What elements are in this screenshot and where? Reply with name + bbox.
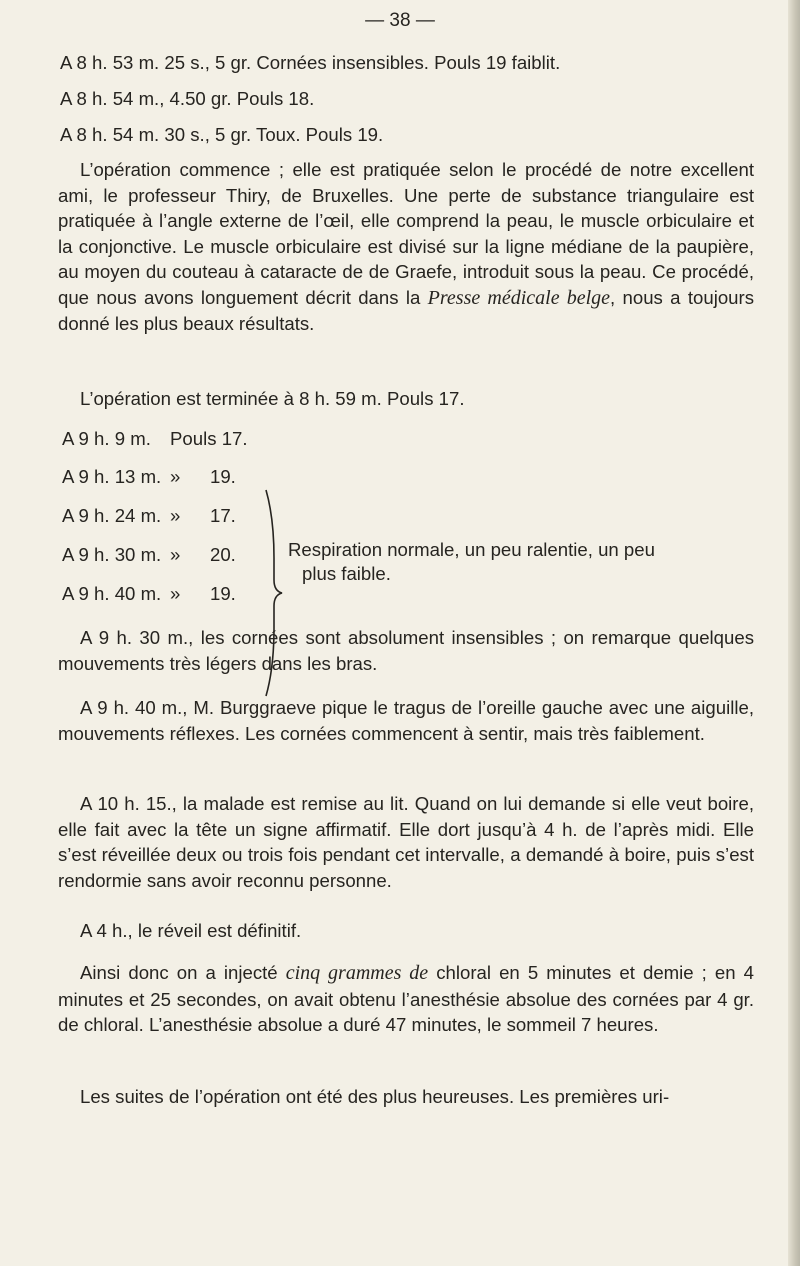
page-number: — 38 — xyxy=(365,10,435,31)
respiration-line-1: Respiration normale, un peu ralentie, un peu xyxy=(288,539,655,560)
pulse-row xyxy=(62,583,240,605)
reveil-line: A 4 h., le réveil est définitif. xyxy=(80,920,302,941)
journal-title: Presse médicale belge xyxy=(427,286,611,309)
ainsi-text-before: Ainsi donc on a injecté xyxy=(80,962,286,983)
pulse-value: 19. xyxy=(210,466,236,487)
pulse-time: A 9 h. 24 m. xyxy=(62,505,162,526)
pulse-label: » xyxy=(170,544,181,565)
pulse-time: A 9 h. 9 m. xyxy=(62,428,151,449)
pulse-value: 19. xyxy=(210,583,236,604)
pulse-label: » xyxy=(170,583,181,604)
paragraph-940: A 9 h. 40 m., M. Burggraeve pique le tragus de l’oreille gauche avec une aiguille, mouvements réflexes. Les cornées commencent à sentir, mais très faiblement. xyxy=(58,697,754,744)
pulse-row xyxy=(62,544,240,566)
pulse-label: » xyxy=(170,505,181,526)
pulse-label: Pouls xyxy=(170,428,217,449)
intro-line-2: A 8 h. 54 m., 4.50 gr. Pouls 18. xyxy=(60,88,315,109)
pulse-row xyxy=(62,466,240,488)
operation-text-after: , nous a toujours donné les plus beaux résultats. xyxy=(58,286,754,334)
ainsi-italic: cinq grammes de xyxy=(285,962,429,984)
operation-end-line: L’opération est terminée à 8 h. 59 m. Pouls 17. xyxy=(80,388,465,409)
pulse-row xyxy=(62,505,240,527)
pulse-time: A 9 h. 30 m. xyxy=(62,544,162,565)
pulse-time: A 9 h. 13 m. xyxy=(62,466,162,487)
ainsi-text-after: chloral en 5 minutes et demie ; en 4 minutes et 25 secondes, on avait obtenu l’anesthésie absolue des cornées par 4 gr. de chloral. L’anesthésie absolue a duré 47 minutes, le sommeil 7 heures. xyxy=(58,962,755,1035)
respiration-line-2: plus faible. xyxy=(302,563,391,584)
operation-text-before: L’opération commence ; elle est pratiquée selon le procédé de notre excellent ami, le professeur Thiry, de Bruxelles. Une perte de substance triangulaire est pratiquée à l’angle externe de l’œil, elle comprend la peau, le muscle orbiculaire et la conjonctive. Le muscle orbiculaire est divisé sur la ligne médiane de la paupière, au moyen du couteau à cataracte de de Graefe, introduit sous la peau. Ce procédé, que nous avons longuement décrit dans la xyxy=(58,159,754,308)
paragraph-ainsi xyxy=(58,960,754,1038)
pulse-time: A 9 h. 40 m. xyxy=(62,583,162,604)
pulse-label: » xyxy=(170,466,181,487)
last-line: Les suites de l’opération ont été des plus heureuses. Les premières uri- xyxy=(80,1086,670,1107)
respiration-note xyxy=(288,538,758,586)
intro-line-3: A 8 h. 54 m. 30 s., 5 gr. Toux. Pouls 19. xyxy=(60,124,384,145)
page-edge-shadow xyxy=(788,0,800,1266)
pulse-value: 17. xyxy=(221,428,248,449)
pulse-value: 17. xyxy=(210,505,236,526)
paragraph-1015: A 10 h. 15., la malade est remise au lit. Quand on lui demande si elle veut boire, elle fait avec la tête un signe affirmatif. Elle dort jusqu’à 4 h. de l’après midi. Elle s’est réveillée deux ou trois fois pendant cet intervalle, a demandé à boire, puis s’est rendormie sans avoir reconnu personne. xyxy=(58,793,754,891)
intro-line-1: A 8 h. 53 m. 25 s., 5 gr. Cornées insensibles. Pouls 19 faiblit. xyxy=(60,52,561,73)
pulse-value: 20. xyxy=(210,544,236,565)
pulse-row xyxy=(62,428,248,450)
paragraph-operation xyxy=(58,157,754,337)
paragraph-930: A 9 h. 30 m., les cornées sont absolument insensibles ; on remarque quelques mouvements très légers dans les bras. xyxy=(58,627,754,674)
